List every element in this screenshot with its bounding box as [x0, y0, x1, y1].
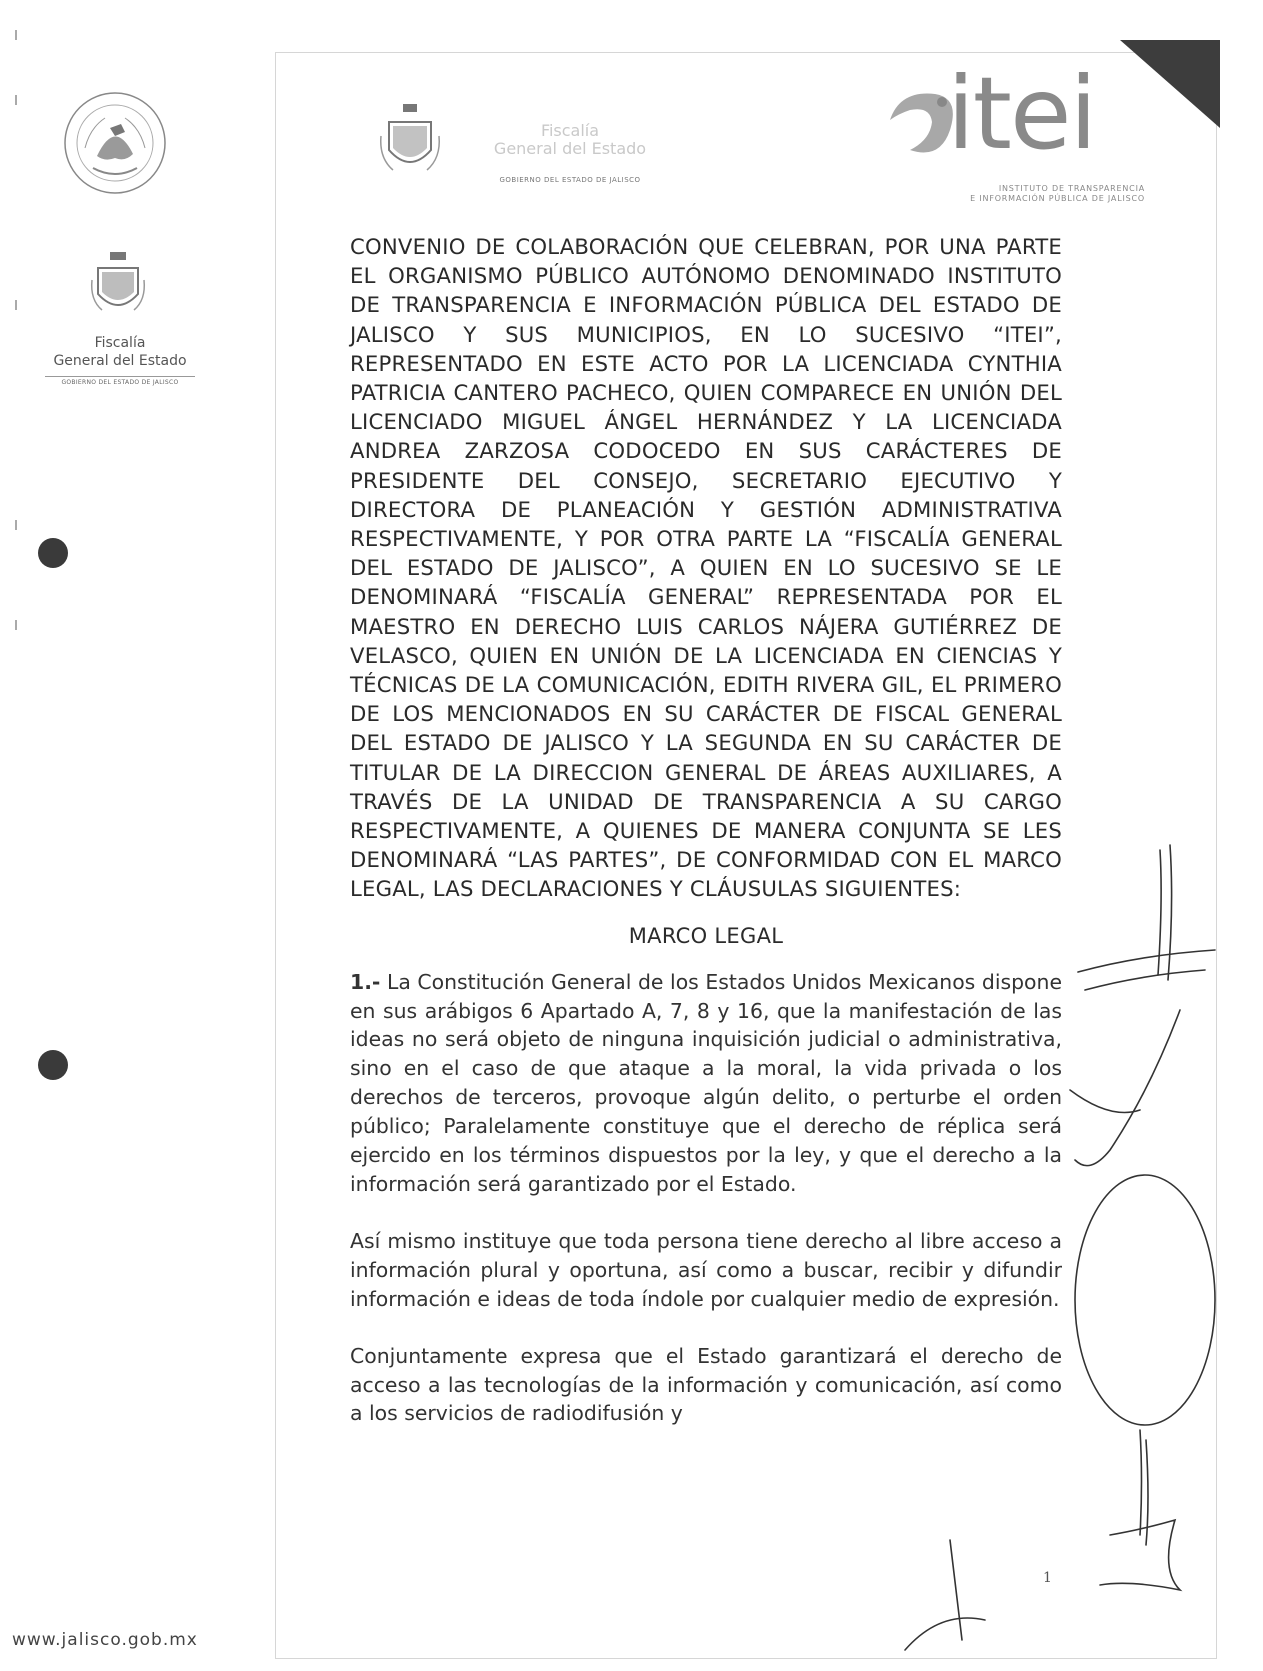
jalisco-shield-icon — [88, 250, 148, 320]
itei-sub-line1: INSTITUTO DE TRANSPARENCIA — [998, 184, 1145, 193]
itei-logo-text: itei — [947, 55, 1096, 172]
document-body — [350, 232, 1062, 1428]
fiscalia-line2: General del Estado — [53, 353, 187, 369]
header-fiscalia-text — [470, 122, 670, 158]
margin-tick — [15, 30, 17, 40]
paragraph-3: Conjuntamente expresa que el Estado garantizará el derecho de acceso a las tecnologías de la información y comunicación, así como a los servicios de radiodifusión y — [350, 1343, 1062, 1426]
paragraph-2: Así mismo instituye que toda persona tiene derecho al libre acceso a información plural y oportuna, así como a buscar, recibir y difundir información e ideas de toda índole por cualquier medio de expresión. — [350, 1228, 1062, 1311]
fiscalia-line1: Fiscalía — [94, 335, 146, 351]
page-number: 1 — [1043, 1570, 1052, 1586]
fiscalia-logo-text — [40, 334, 200, 370]
website-url: www.jalisco.gob.mx — [12, 1630, 198, 1650]
punch-hole — [38, 538, 68, 568]
agreement-caption: CONVENIO DE COLABORACIÓN QUE CELEBRAN, POR UNA PARTE EL ORGANISMO PÚBLICO AUTÓNOMO DENOMINADO INSTITUTO DE TRANSPARENCIA E INFORMACIÓN PÚBLICA DEL ESTADO DE JALISCO Y SUS MUNICIPIOS, EN LO SUCESIVO “ITEI”, REPRESENTADO EN ESTE ACTO POR LA LICENCIADA CYNTHIA PATRICIA CANTERO PACHECO, QUIEN COMPARECE EN UNIÓN DEL LICENCIADO MIGUEL ÁNGEL HERNÁNDEZ Y LA LICENCIADA ANDREA ZARZOSA CODOCEDO EN SUS CARÁCTERES DE PRESIDENTE DEL CONSEJO, SECRETARIO EJECUTIVO Y DIRECTORA DE PLANEACIÓN Y GESTIÓN ADMINISTRATIVA RESPECTIVAMENTE, Y POR OTRA PARTE LA “FISCALÍA GENERAL DEL ESTADO DE JALISCO”, A QUIEN EN LO SUCESIVO SE LE DENOMINARÁ “FISCALÍA GENERAL” REPRESENTADA POR EL MAESTRO EN DERECHO LUIS CARLOS NÁJERA GUTIÉRREZ DE VELASCO, QUIEN EN UNIÓN DE LA LICENCIADA EN CIENCIAS Y TÉCNICAS DE LA COMUNICACIÓN, EDITH RIVERA GIL, EL PRIMERO DE LOS MENCIONADOS EN SU CARÁCTER DE FISCAL GENERAL DEL ESTADO DE JALISCO Y LA SEGUNDA EN SU CARÁCTER DE TITULAR DE LA DIRECCION GENERAL DE ÁREAS AUXILIARES, A TRAVÉS DE LA UNIDAD DE TRANSPARENCIA A SU CARGO RESPECTIVAMENTE, A QUIENES DE MANERA CONJUNTA SE LES DENOMINARÁ “LAS PARTES”, DE CONFORMIDAD CON EL MARCO LEGAL, LAS DECLARACIONES Y CLÁUSULAS SIGUIENTES: — [350, 234, 1062, 902]
itei-sub-line2: E INFORMACIÓN PÚBLICA DE JALISCO — [970, 194, 1145, 203]
jalisco-shield-header-icon — [375, 102, 445, 182]
left-margin — [0, 0, 240, 1671]
header-fiscalia-line2: General del Estado — [493, 139, 647, 158]
itei-subtitle — [915, 184, 1145, 204]
paragraph-1-number: 1.- — [350, 969, 381, 994]
section-title: MARCO LEGAL — [628, 923, 784, 948]
document-header — [275, 55, 1215, 220]
paragraph-1 — [350, 968, 1062, 1199]
margin-tick — [15, 300, 17, 310]
gobierno-jalisco-label: GOBIERNO DEL ESTADO DE JALISCO — [45, 376, 195, 386]
margin-tick — [15, 95, 17, 105]
header-gobierno-label: GOBIERNO DEL ESTADO DE JALISCO — [499, 176, 641, 184]
paragraph-1-text: La Constitución General de los Estados Unidos Mexicanos dispone en sus arábigos 6 Apartado A, 7, 8 y 16, que la manifestación de las ideas no será objeto de ninguna inquisición judicial o administrativa, sino en el caso de que ataque a la moral, la vida privada o los derechos de terceros, provoque algún delito, o perturbe el orden público; Paralelamente constituye que el derecho de réplica será ejercido en los términos dispuestos por la ley, y que el derecho a la información será garantizado por el Estado. — [350, 969, 1062, 1197]
mexico-coat-of-arms-icon — [55, 88, 175, 198]
folded-corner-mark — [1120, 40, 1220, 140]
punch-hole — [38, 1050, 68, 1080]
margin-tick — [15, 520, 17, 530]
margin-tick — [15, 620, 17, 630]
header-fiscalia-line1: Fiscalía — [540, 121, 600, 140]
